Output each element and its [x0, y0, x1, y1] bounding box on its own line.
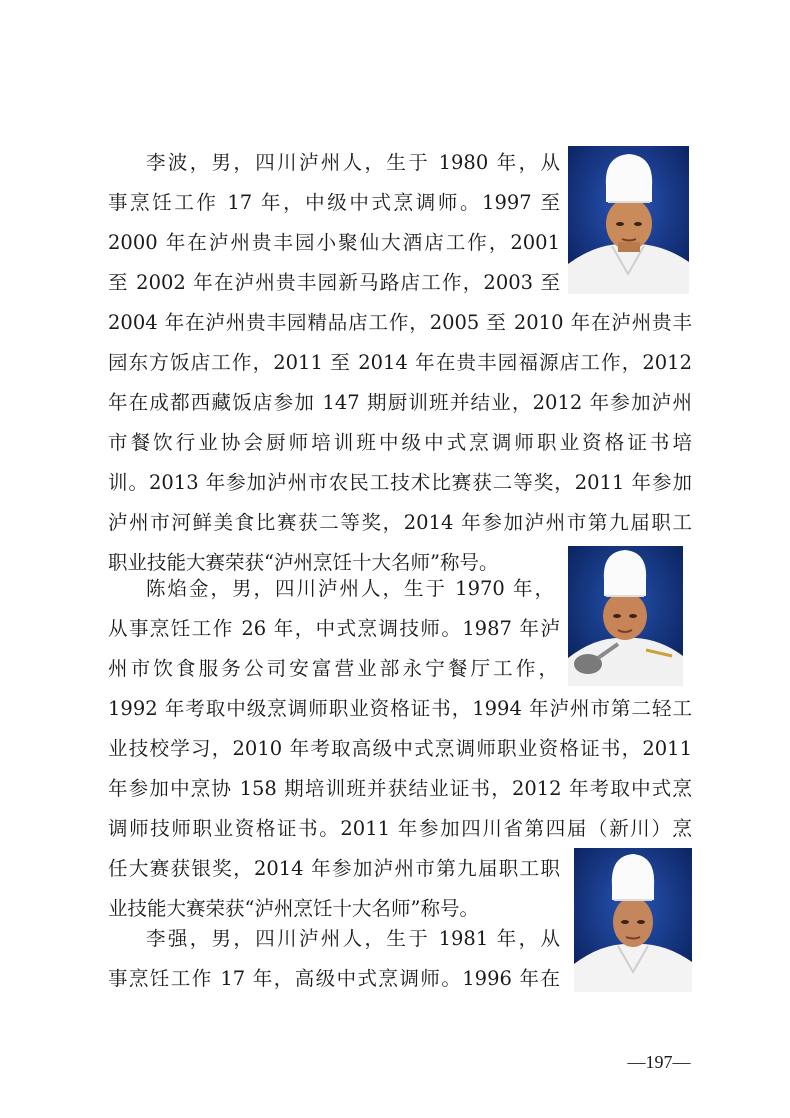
text-line: 年参加中烹协 158 期培训班并获结业证书，2012 年考取中式烹: [108, 777, 692, 800]
text-line: 市餐饮行业协会厨师培训班中级中式烹调师职业资格证书培: [108, 431, 692, 454]
text-line: 2004 年在泸州贵丰园精品店工作，2005 至 2010 年在泸州贵丰: [108, 311, 692, 334]
text-line: 李波，男，四川泸州人，生于 1980 年，从: [146, 151, 560, 174]
text-line: 2000 年在泸州贵丰园小聚仙大酒店工作，2001: [108, 231, 560, 254]
text-line: 园东方饭店工作，2011 至 2014 年在贵丰园福源店工作，2012: [108, 351, 692, 374]
text-line: 至 2002 年在泸州贵丰园新马路店工作，2003 至: [108, 271, 560, 294]
page-number: —197—: [627, 1052, 691, 1072]
text-line: 事烹饪工作 17 年，高级中式烹调师。1996 年在: [108, 967, 560, 990]
text-line: 陈焰金，男，四川泸州人，生于 1970 年，: [146, 577, 554, 600]
text-line: 李强，男，四川泸州人，生于 1981 年，从: [146, 927, 560, 950]
text-line: 从事烹饪工作 26 年，中式烹调技师。1987 年泸: [108, 617, 560, 640]
chef-photo-li-qiang: [574, 848, 692, 992]
chef-photo-chen-yan-jin: [568, 546, 683, 686]
text-line: 州市饮食服务公司安富营业部永宁餐厅工作，: [108, 657, 558, 680]
text-line: 事烹饪工作 17 年，中级中式烹调师。1997 至: [108, 191, 560, 214]
text-line: 调师技师职业资格证书。2011 年参加四川省第四届（新川）烹: [108, 817, 692, 840]
text-line: 职业技能大赛荣获“泸州烹饪十大名师”称号。: [108, 551, 499, 574]
text-line: 业技能大赛荣获“泸州烹饪十大名师”称号。: [108, 897, 479, 920]
text-line: 训。2013 年参加泸州市农民工技术比赛获二等奖，2011 年参加: [108, 471, 692, 494]
text-line: 泸州市河鲜美食比赛获二等奖，2014 年参加泸州市第九届职工: [108, 511, 692, 534]
text-line: 年在成都西藏饭店参加 147 期厨训班并结业，2012 年参加泸州: [108, 391, 692, 414]
text-line: 业技校学习，2010 年考取高级中式烹调师职业资格证书，2011: [108, 737, 692, 760]
chef-photo-li-bo: [568, 146, 689, 294]
text-line: 任大赛获银奖，2014 年参加泸州市第九届职工职: [108, 857, 560, 880]
text-line: 1992 年考取中级烹调师职业资格证书，1994 年泸州市第二轻工: [108, 697, 692, 720]
